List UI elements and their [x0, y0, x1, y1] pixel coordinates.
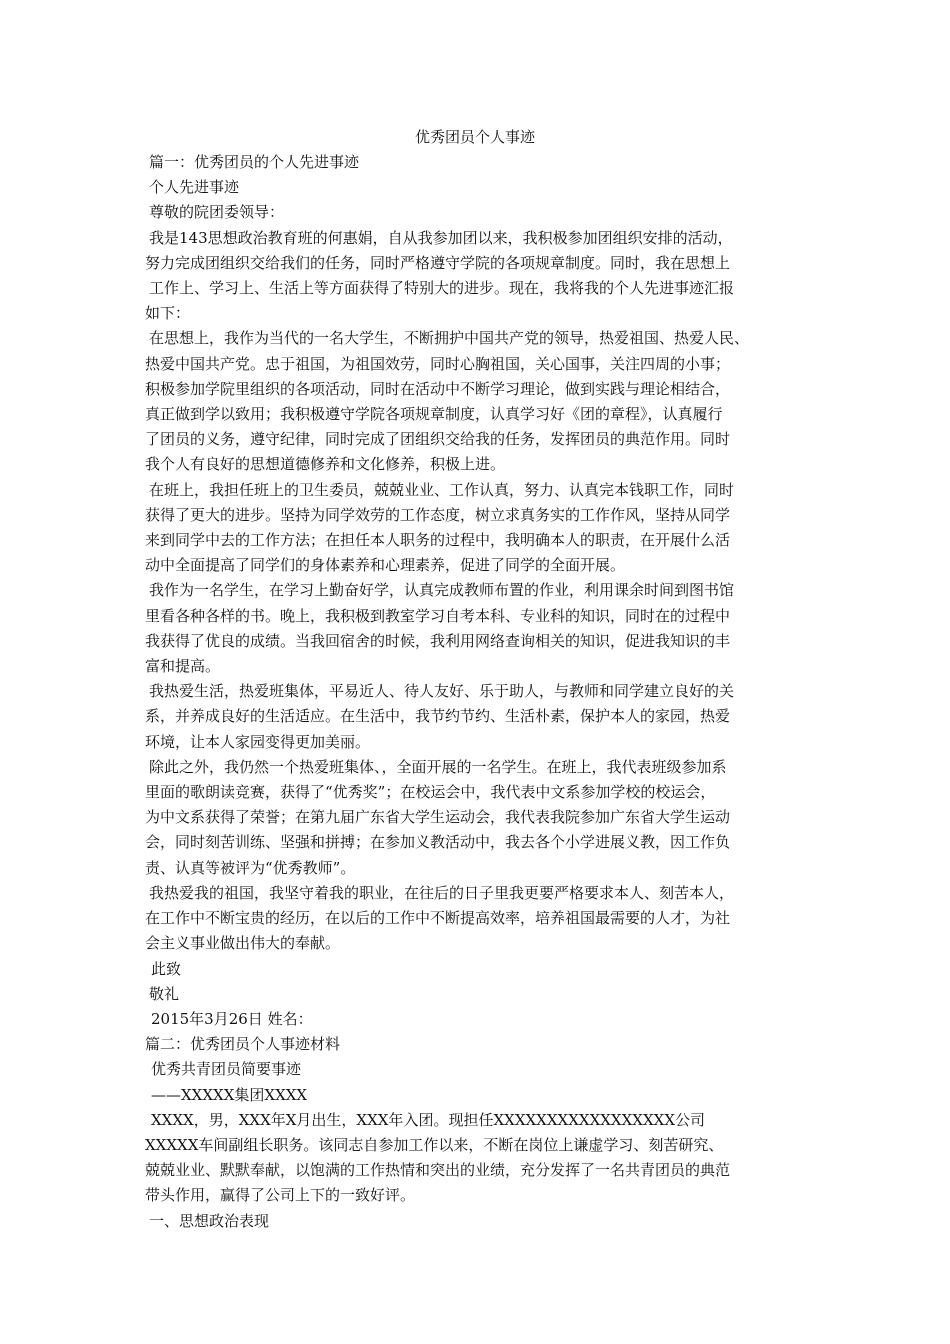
- paragraph-line: 如下：: [145, 304, 191, 323]
- subheading: 优秀共青团员简要事迹: [151, 1060, 302, 1079]
- section-heading: 篇一：优秀团员的个人先进事迹: [149, 153, 360, 171]
- paragraph-line: 带头作用，赢得了公司上下的一致好评。: [145, 1186, 416, 1205]
- paragraph-line: 责、认真等被评为“优秀教师”。: [145, 858, 356, 877]
- paragraph-line: 兢兢业业、默默奉献，以饱满的工作热情和突出的业绩，充分发挥了一名共青团员的典范: [145, 1161, 731, 1180]
- closing-line: 敬礼: [149, 984, 180, 1003]
- salutation: 尊敬的院团委领导：: [149, 203, 285, 222]
- paragraph-line: 会，同时刻苦训练、坚强和拼搏；在参加义教活动中，我去各个小学进展义教，因工作负: [145, 833, 731, 852]
- section-heading: 篇二：优秀团员个人事迹材料: [145, 1035, 341, 1054]
- paragraph-line: 我作为一名学生，在学习上勤奋好学，认真完成教师布置的作业，利用课余时间到图书馆: [149, 581, 735, 600]
- paragraph-line: 动中全面提高了同学们的身体素养和心理素养，促进了同学的全面开展。: [145, 556, 626, 575]
- paragraph-line: 努力完成团组织交给我们的任务，同时严格遵守学院的各项规章制度。同时，我在思想上: [145, 253, 731, 272]
- document-title: 优秀团员个人事迹: [414, 128, 535, 146]
- paragraph-line: 为中文系获得了荣誉；在第九届广东省大学生运动会，我代表我院参加广东省大学生运动: [145, 808, 731, 827]
- paragraph-line: 真正做到学以致用；我积极遵守学院各项规章制度，认真学习好《团的章程》，认真履行: [145, 405, 723, 424]
- paragraph-line: 里面的歌朗读竞赛，获得了“优秀奖”；在校运会中，我代表中文系参加学校的校运会，: [145, 783, 716, 802]
- paragraph-line: 在思想上，我作为当代的一名大学生，不断拥护中国共产党的领导，热爱祖国、热爱人民、: [149, 329, 750, 348]
- paragraph-line: 热爱中国共产党。忠于祖国，为祖国效劳，同时心胸祖国，关心国事，关注四周的小事；: [145, 354, 731, 373]
- paragraph-line: XXXX，男，XXX年X月出生，XXX年入团。现担任XXXXXXXXXXXXXXXXX公司: [151, 1110, 706, 1129]
- subsection-heading: 一、思想政治表现: [149, 1211, 270, 1230]
- paragraph-line: 我个人有良好的思想道德修养和文化修养，积极上进。: [145, 455, 506, 474]
- paragraph-line: 富和提高。: [145, 657, 221, 676]
- closing-line: 此致: [151, 959, 182, 978]
- paragraph-line: 在班上，我担任班上的卫生委员，兢兢业业、工作认真，努力、认真完本钱职工作，同时: [149, 480, 735, 499]
- paragraph-line: 我获得了优良的成绩。当我回宿舍的时候，我利用网络查询相关的知识，促进我知识的丰: [145, 631, 731, 650]
- paragraph-line: 了团员的义务，遵守纪律，同时完成了团组织交给我的任务，发挥团员的典范作用。同时: [145, 430, 731, 449]
- date-signature-line: 2015年3月26日 姓名：: [151, 1009, 313, 1028]
- paragraph-line: 工作上、学习上、生活上等方面获得了特别大的进步。现在，我将我的个人先进事迹汇报: [149, 279, 735, 298]
- paragraph-line: 会主义事业做出伟大的奉献。: [145, 934, 341, 953]
- paragraph-line: 积极参加学院里组织的各项活动，同时在活动中不断学习理论，做到实践与理论相结合，: [145, 379, 731, 398]
- paragraph-line: 我热爱生活，热爱班集体，平易近人、待人友好、乐于助人，与教师和同学建立良好的关: [149, 682, 735, 701]
- paragraph-line: 我热爱我的祖国，我坚守着我的职业，在往后的日子里我更要严格要求本人、刻苦本人，: [149, 883, 735, 902]
- paragraph-line: XXXXX车间副组长职务。该同志自参加工作以来，不断在岗位上谦虚学习、刻苦研究、: [145, 1135, 724, 1154]
- document-body: [145, 150, 815, 1234]
- paragraph-line: 在工作中不断宝贵的经历，在以后的工作中不断提高效率，培养祖国最需要的人才，为社: [145, 909, 731, 928]
- paragraph-line: 环境，让本人家园变得更加美丽。: [145, 732, 371, 751]
- paragraph-line: 获得了更大的进步。坚持为同学效劳的工作态度，树立求真务实的工作作风，坚持从同学: [145, 505, 731, 524]
- paragraph-line: 来到同学中去的工作方法；在担任本人职务的过程中，我明确本人的职责，在开展什么活: [145, 531, 731, 550]
- subheading: 个人先进事迹: [149, 178, 240, 197]
- paragraph-line: 除此之外，我仍然一个热爱班集体、，全面开展的一名学生。在班上，我代表班级参加系: [149, 757, 727, 776]
- paragraph-line: 系，并养成良好的生活适应。在生活中，我节约节约、生活朴素，保护本人的家园，热爱: [145, 707, 731, 726]
- subheading: ——XXXXX集团XXXX: [151, 1085, 308, 1104]
- paragraph-line: 我是143思想政治教育班的何惠娟，自从我参加团以来，我积极参加团组织安排的活动，: [149, 228, 733, 247]
- paragraph-line: 里看各种各样的书。晚上，我积极到教室学习自考本科、专业科的知识，同时在的过程中: [145, 606, 731, 625]
